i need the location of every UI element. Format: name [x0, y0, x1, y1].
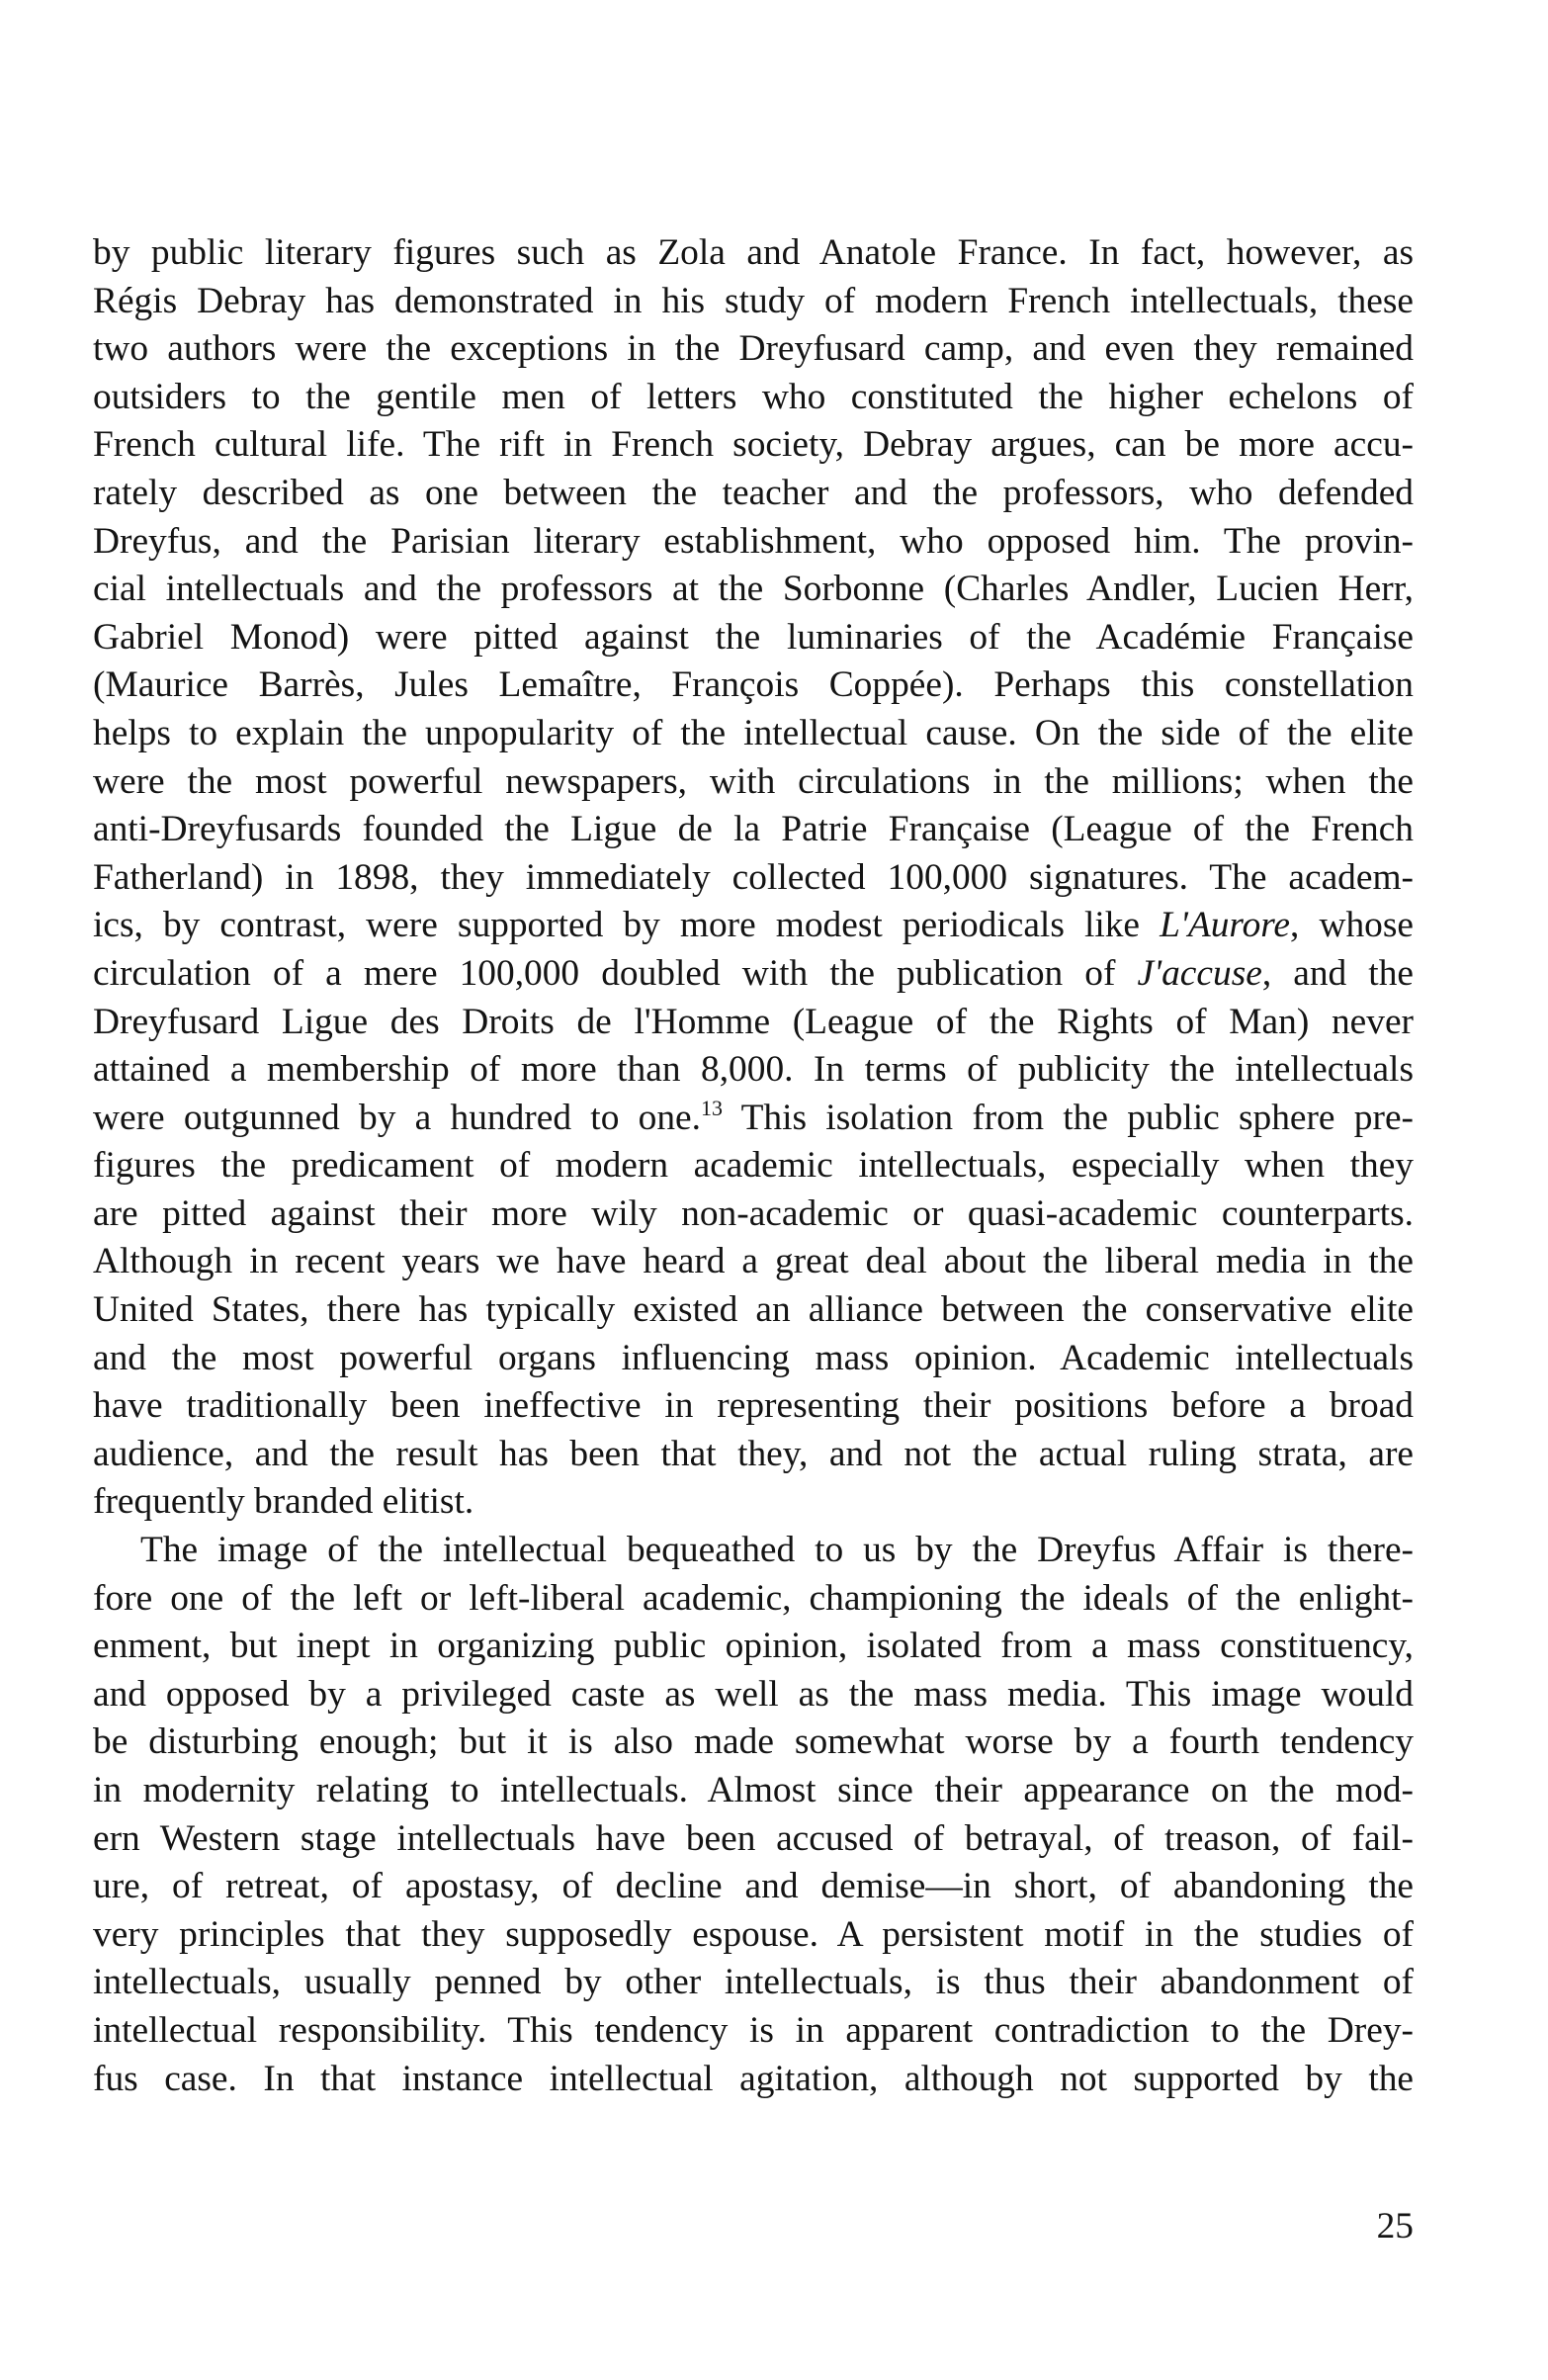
paragraph-2: [93, 1527, 1414, 2103]
text-line: are pitted against their more wily non-academic or quasi-academic counterparts.: [93, 1192, 1414, 1234]
text-line: [93, 950, 1414, 999]
text-line: (Maurice Barrès, Jules Lemaître, François Coppée). Perhaps this constellation: [93, 664, 1414, 706]
paragraph-1: [93, 229, 1414, 1527]
text-line: outsiders to the gentile men of letters who constituted the higher echelons of: [93, 376, 1414, 417]
text-line: intellectual responsibility. This tendency is in apparent contradiction to the Drey-: [93, 2009, 1414, 2051]
text-line: were the most powerful newspapers, with circulations in the millions; when the: [93, 760, 1414, 802]
text-segment: This isolation from the public sphere pre-: [722, 1097, 1414, 1138]
footnote-reference: 13: [700, 1095, 723, 1120]
text-line: Fatherland) in 1898, they immediately collected 100,000 signatures. The academ-: [93, 856, 1414, 898]
text-line: [93, 902, 1414, 950]
text-segment: circulation of a mere 100,000 doubled with the publication of: [93, 952, 1138, 994]
text-line: French cultural life. The rift in French society, Debray argues, can be more accu-: [93, 424, 1414, 466]
text-line: in modernity relating to intellectuals. Almost since their appearance on the mod-: [93, 1770, 1414, 1810]
text-line: helps to explain the unpopularity of the intellectual cause. On the side of the elite: [93, 712, 1414, 753]
text-line: and the most powerful organs influencing mass opinion. Academic intellectuals: [93, 1337, 1414, 1378]
work-title-jaccuse: J'accuse: [1137, 952, 1262, 994]
text-line: Dreyfusard Ligue des Droits de l'Homme (League of the Rights of Man) never: [93, 1001, 1414, 1042]
text-line: enment, but inept in organizing public opinion, isolated from a mass constituency,: [93, 1626, 1414, 1667]
text-segment: were outgunned by a hundred to one.: [93, 1097, 701, 1138]
text-line: frequently branded elitist.: [93, 1481, 474, 1523]
text-line: ure, of retreat, of apostasy, of decline and demise—in short, of abandoning the: [93, 1866, 1414, 1907]
text-line: very principles that they supposedly espouse. A persistent motif in the studies of: [93, 1913, 1414, 1955]
text-line: figures the predicament of modern academic intellectuals, especially when they: [93, 1145, 1414, 1187]
text-line: and opposed by a privileged caste as well as the mass media. This image would: [93, 1673, 1414, 1715]
text-line: Although in recent years we have heard a great deal about the liberal media in the: [93, 1241, 1414, 1282]
text-line: fore one of the left or left-liberal academic, championing the ideals of the enlight-: [93, 1577, 1414, 1619]
text-line: cial intellectuals and the professors at the Sorbonne (Charles Andler, Lucien Herr,: [93, 569, 1414, 610]
text-segment: ics, by contrast, were supported by more modest periodicals like: [93, 905, 1161, 946]
text-line: The image of the intellectual bequeathed to us by the Dreyfus Affair is there-: [140, 1530, 1414, 1571]
text-line: [93, 1095, 1414, 1143]
text-segment: , and the: [1261, 952, 1414, 994]
text-line: intellectuals, usually penned by other intellectuals, is thus their abandonment of: [93, 1962, 1414, 2003]
text-line: have traditionally been ineffective in representing their positions before a broad: [93, 1385, 1414, 1427]
text-line: Gabriel Monod) were pitted against the luminaries of the Académie Française: [93, 616, 1414, 658]
text-line: attained a membership of more than 8,000. In terms of publicity the intellectuals: [93, 1049, 1414, 1091]
page-number: 25: [1376, 2206, 1414, 2247]
text-line: anti-Dreyfusards founded the Ligue de la Patrie Française (League of the French: [93, 809, 1414, 850]
text-line: be disturbing enough; but it is also made somewhat worse by a fourth tendency: [93, 1721, 1414, 1763]
text-line: two authors were the exceptions in the Dreyfusard camp, and even they remained: [93, 328, 1414, 370]
periodical-title-laurore: L'Aurore: [1160, 905, 1291, 946]
text-line: rately described as one between the teacher and the professors, who defended: [93, 472, 1414, 513]
text-line: Dreyfus, and the Parisian literary establishment, who opposed him. The provin-: [93, 520, 1414, 562]
text-line: by public literary figures such as Zola and Anatole France. In fact, however, as: [93, 232, 1414, 273]
text-segment: , whose: [1290, 905, 1414, 946]
text-line: Régis Debray has demonstrated in his study of modern French intellectuals, these: [93, 280, 1414, 321]
page-body: [93, 229, 1414, 2103]
text-line: ern Western stage intellectuals have been accused of betrayal, of treason, of fail-: [93, 1817, 1414, 1859]
text-line: audience, and the result has been that they, and not the actual ruling strata, are: [93, 1433, 1414, 1474]
text-line: fus case. In that instance intellectual agitation, although not supported by the: [93, 2058, 1414, 2099]
text-line: United States, there has typically existed an alliance between the conservative elite: [93, 1289, 1414, 1331]
